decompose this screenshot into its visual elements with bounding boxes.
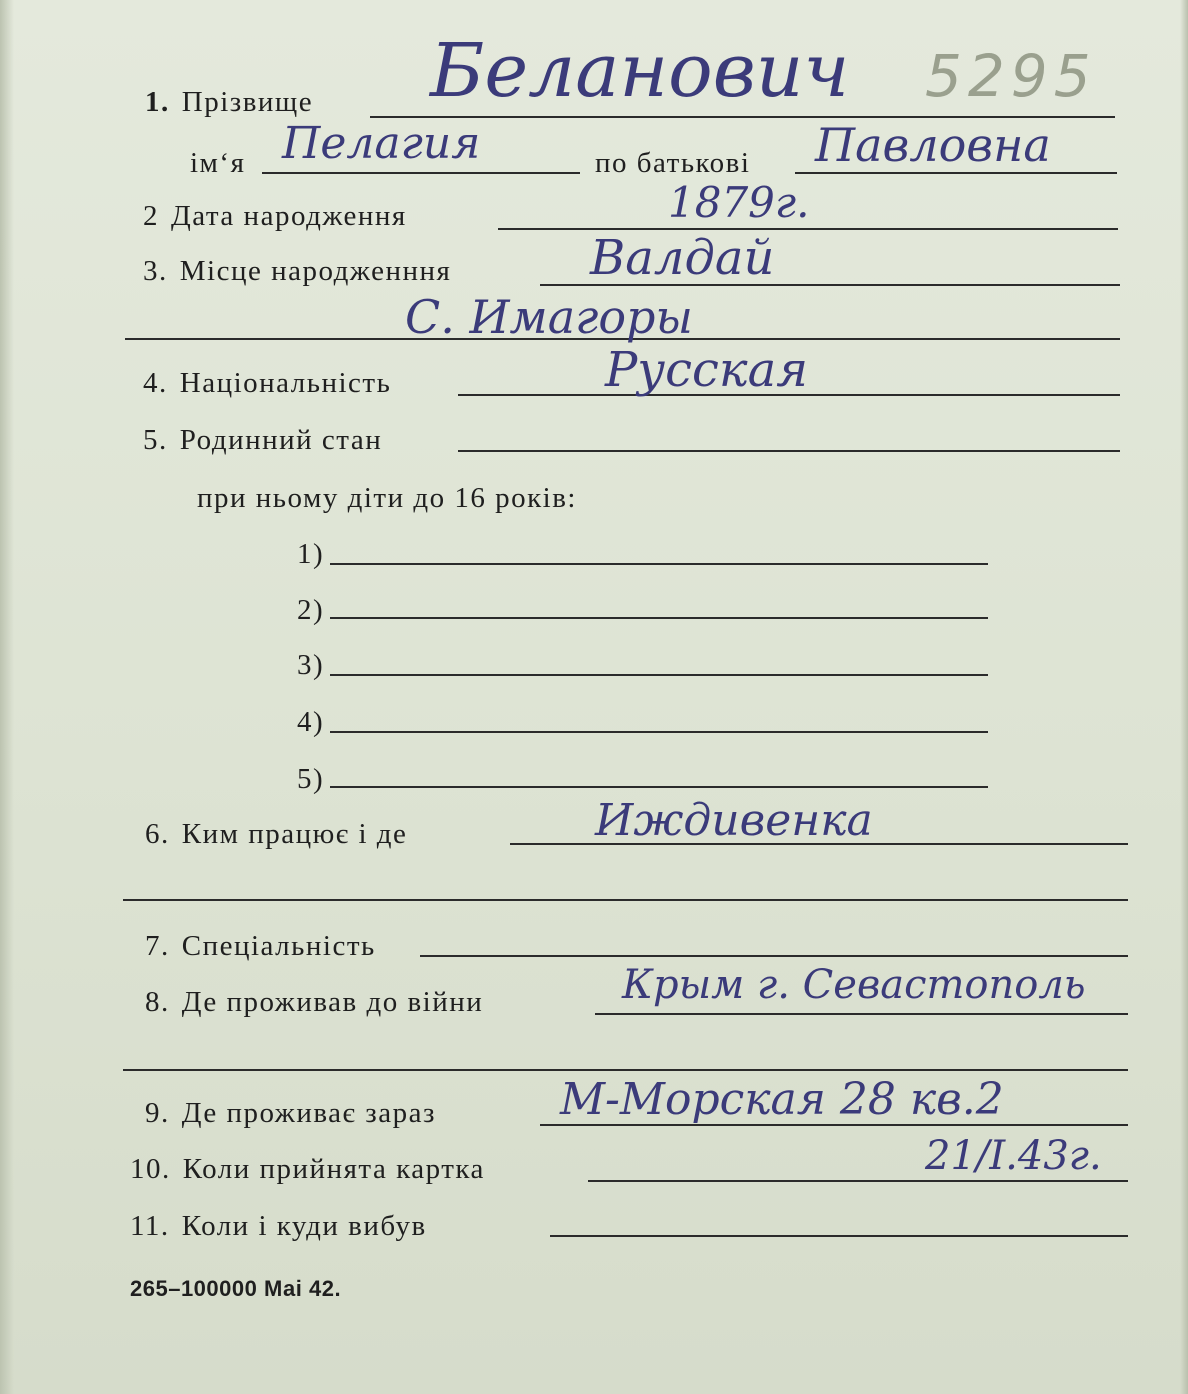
first-name-value[interactable]: Пелагия: [282, 118, 481, 169]
birth-place-num: 3.: [143, 255, 168, 287]
current-residence-value[interactable]: М-Морская 28 кв.2: [560, 1074, 1004, 1125]
child-2-num: 2): [297, 594, 325, 626]
paper-edge-left: [0, 0, 14, 1394]
card-accepted-line: [588, 1180, 1128, 1182]
occupation-label-text: Ким працює і де: [181, 818, 408, 850]
print-code: 265–100000 Маі 42.: [130, 1276, 342, 1301]
nationality-num: 4.: [143, 367, 168, 399]
card-accepted-value[interactable]: 21/I.43г.: [925, 1133, 1102, 1179]
surname-label-text: Прізвище: [181, 86, 314, 118]
occupation-label: [145, 818, 407, 851]
child-3-num: 3): [297, 649, 325, 681]
marital-status-label: [143, 424, 382, 457]
patronymic-label: по батькові: [595, 147, 751, 179]
marital-status-line: [458, 450, 1120, 452]
occupation-value[interactable]: Иждивенка: [595, 795, 873, 846]
birth-date-label-text: Дата народження: [171, 200, 407, 232]
birth-place-label: [143, 255, 451, 288]
child-4-num: 4): [297, 706, 325, 738]
child-4-line: [330, 731, 988, 733]
nationality-label: [143, 367, 391, 400]
paper-edge-right: [1180, 0, 1188, 1394]
birth-place-label-text: Місце народженння: [179, 255, 452, 287]
child-5-num: 5): [297, 763, 325, 795]
prewar-residence-num: 8.: [145, 986, 170, 1018]
card-accepted-label: [130, 1153, 485, 1186]
card-accepted-num: 10.: [130, 1153, 171, 1185]
marital-status-num: 5.: [143, 424, 168, 456]
prewar-residence-line: [595, 1013, 1128, 1015]
birth-date-label: [143, 200, 407, 233]
prewar-residence-label-text: Де проживав до війни: [181, 986, 484, 1018]
departed-label: [130, 1210, 427, 1243]
nationality-value[interactable]: Русская: [605, 342, 808, 398]
archive-number: 5295: [925, 42, 1097, 110]
card-accepted-label-text: Коли прийнята картка: [182, 1153, 485, 1185]
nationality-label-text: Національність: [179, 367, 392, 399]
departed-num: 11.: [130, 1210, 170, 1242]
surname-num: 1.: [145, 86, 170, 118]
occupation-line-2: [123, 899, 1128, 901]
birth-place-value[interactable]: Валдай: [590, 230, 775, 286]
patronymic-line: [795, 172, 1117, 174]
child-2-line: [330, 617, 988, 619]
specialty-num: 7.: [145, 930, 170, 962]
specialty-label-text: Спеціальність: [181, 930, 376, 962]
first-name-label: ім‘я: [190, 147, 246, 179]
specialty-line: [420, 955, 1128, 957]
current-residence-label: [145, 1097, 436, 1130]
child-5-line: [330, 786, 988, 788]
birth-date-value[interactable]: 1879г.: [668, 178, 810, 227]
current-residence-num: 9.: [145, 1097, 170, 1129]
children-heading: при ньому діти до 16 років:: [197, 482, 577, 514]
prewar-residence-value[interactable]: Крым г. Севастополь: [622, 962, 1086, 1008]
occupation-num: 6.: [145, 818, 170, 850]
birth-place-value-2[interactable]: С. Имагоры: [405, 290, 693, 344]
surname-value[interactable]: Беланович: [430, 28, 850, 114]
departed-line: [550, 1235, 1128, 1237]
child-1-line: [330, 563, 988, 565]
first-name-line: [262, 172, 580, 174]
current-residence-label-text: Де проживає зараз: [181, 1097, 436, 1129]
birth-date-num: 2: [143, 200, 159, 232]
prewar-residence-label: [145, 986, 483, 1019]
child-1-num: 1): [297, 538, 325, 570]
surname-label: [145, 86, 313, 119]
marital-status-label-text: Родинний стан: [179, 424, 383, 456]
child-3-line: [330, 674, 988, 676]
departed-label-text: Коли і куди вибув: [181, 1210, 427, 1242]
specialty-label: [145, 930, 376, 963]
prewar-residence-line-2: [123, 1069, 1128, 1071]
patronymic-value[interactable]: Павловна: [815, 118, 1051, 172]
